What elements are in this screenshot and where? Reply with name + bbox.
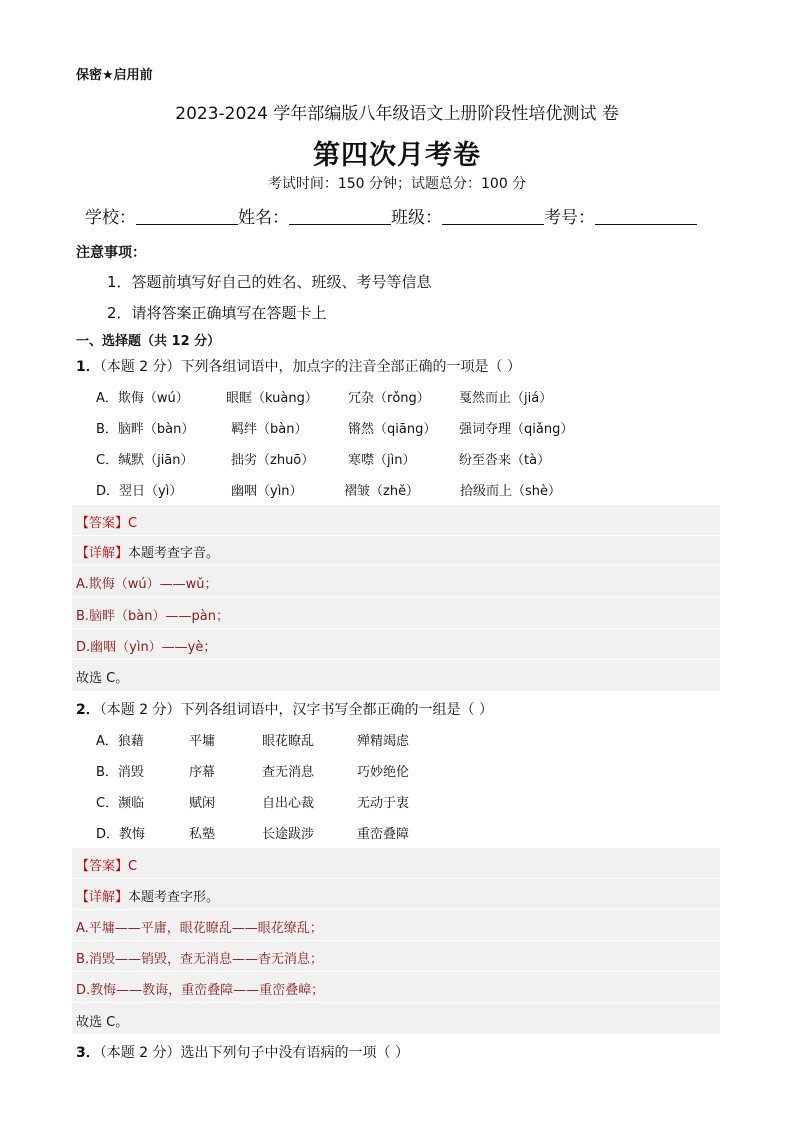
class-blank[interactable] [442,206,544,225]
question-2 [76,699,493,719]
answer-label: 【答案】 [76,516,129,531]
q1-option-d-word: 幽咽（yìn） [231,484,303,499]
question-number: 3． [76,1045,100,1061]
q1-option-c-word: 拙劣（zhuō） [231,453,315,468]
question-3 [76,1042,409,1062]
q2-option-c-word: 赋闲 [189,796,216,811]
answer-value: C [128,859,138,874]
q2-option-a-word: 殚精竭虑 [357,734,410,749]
q1-option-d-word: 拾级而上（shè） [460,484,562,499]
q2-option-b-word: 序幕 [189,765,216,780]
q1-option-b-word: 强词夺理（qiǎng） [459,422,574,437]
notice-title: 注意事项： [76,245,146,261]
answer-label: 【答案】 [76,859,129,874]
q2-option-d-word: 重峦叠障 [357,827,410,842]
exam-info: 考试时间：150 分钟；试题总分：100 分 [267,176,527,192]
q2-detail [76,886,219,905]
detail-text: 本题考查字形。 [128,890,220,905]
q2-option-a-word: 眼花瞭乱 [262,734,315,749]
q1-answer-box [72,505,720,691]
q2-answer-box [72,848,720,1034]
exam-subtitle: 2023-2024 学年部编版八年级语文上册阶段性培优测试 卷 [175,104,619,124]
q2-option-d-word: 私塾 [189,827,216,842]
question-stem: （本题 2 分）下列各组词语中，加点字的注音全部正确的一项是（ ） [99,359,522,375]
q2-option-b: B．消毁 [96,765,144,780]
question-number: 2． [76,702,100,718]
q2-option-c-word: 无动于衷 [357,796,410,811]
q2-option-a-word: 平墉 [189,734,216,749]
q2-detail-line: A.平墉——平庸，眼花瞭乱——眼花缭乱； [76,921,323,936]
notice-item: 2．请将答案正确填写在答题卡上 [107,304,327,322]
number-blank[interactable] [595,206,697,225]
q2-answer [76,855,137,874]
detail-label: 【详解】 [76,546,129,561]
q2-option-b-word: 巧妙绝伦 [357,765,410,780]
q1-option-c-word: 纷至沓来（tà） [459,453,551,468]
q1-detail-line: A.欺侮（wú）——wǔ； [76,577,218,592]
q1-option-b-word: 羁绊（bàn） [231,422,308,437]
class-label: 班级： [391,208,442,228]
name-label: 姓名： [238,208,289,228]
q1-detail-line: B.脑畔（bàn）——pàn； [76,609,229,624]
q1-detail-line: D.幽咽（yìn）——yè； [76,640,217,655]
q2-option-a: A．狼藉 [96,734,144,749]
q2-option-b-word: 查无消息 [262,765,315,780]
q1-answer [76,512,137,531]
q1-detail [76,542,219,561]
number-label: 考号： [544,208,595,228]
detail-label: 【详解】 [76,890,129,905]
confidential-label: 保密★启用前 [76,68,153,83]
q2-option-d: D．教悔 [96,827,146,842]
question-number: 1． [76,359,100,375]
question-1 [76,356,521,376]
q2-option-c-word: 自出心裁 [262,796,315,811]
q2-conclusion: 故选 C。 [76,1015,129,1030]
question-stem: （本题 2 分）选出下列句子中没有语病的一项（ ） [99,1045,410,1061]
q1-conclusion: 故选 C。 [76,671,129,686]
q1-option-d: D．翌日（yì） [96,484,183,499]
q1-option-d-word: 褶皱（zhě） [344,484,420,499]
q1-option-a-word: 冗杂（rǒng） [348,391,430,406]
school-label: 学校： [85,208,136,228]
q1-option-a: A．欺侮（wú） [96,391,189,406]
q2-option-c: C．濒临 [96,796,145,811]
q2-option-d-word: 长途跋涉 [262,827,315,842]
q1-option-a-word: 戛然而止（jiá） [459,391,553,406]
answer-value: C [128,516,138,531]
exam-title: 第四次月考卷 [313,140,481,171]
q1-option-a-word: 眼眶（kuàng） [226,391,318,406]
q1-option-c-word: 寒噤（jìn） [348,453,416,468]
school-blank[interactable] [136,206,238,225]
name-blank[interactable] [289,206,391,225]
notice-item: 1．答题前填写好自己的姓名、班级、考号等信息 [107,273,432,291]
detail-text: 本题考查字音。 [128,546,220,561]
student-info-line [85,203,697,228]
q2-detail-line: D.教悔——教诲，重峦叠障——重峦叠嶂； [76,983,325,998]
q1-option-c: C．缄默（jiān） [96,453,194,468]
q1-option-b: B．脑畔（bàn） [96,422,195,437]
question-stem: （本题 2 分）下列各组词语中，汉字书写全都正确的一组是（ ） [99,702,494,718]
q2-detail-line: B.消毁——销毁，查无消息——杳无消息； [76,952,324,967]
section-title: 一、选择题（共 12 分） [76,334,221,349]
q1-option-b-word: 锵然（qiāng） [348,422,437,437]
